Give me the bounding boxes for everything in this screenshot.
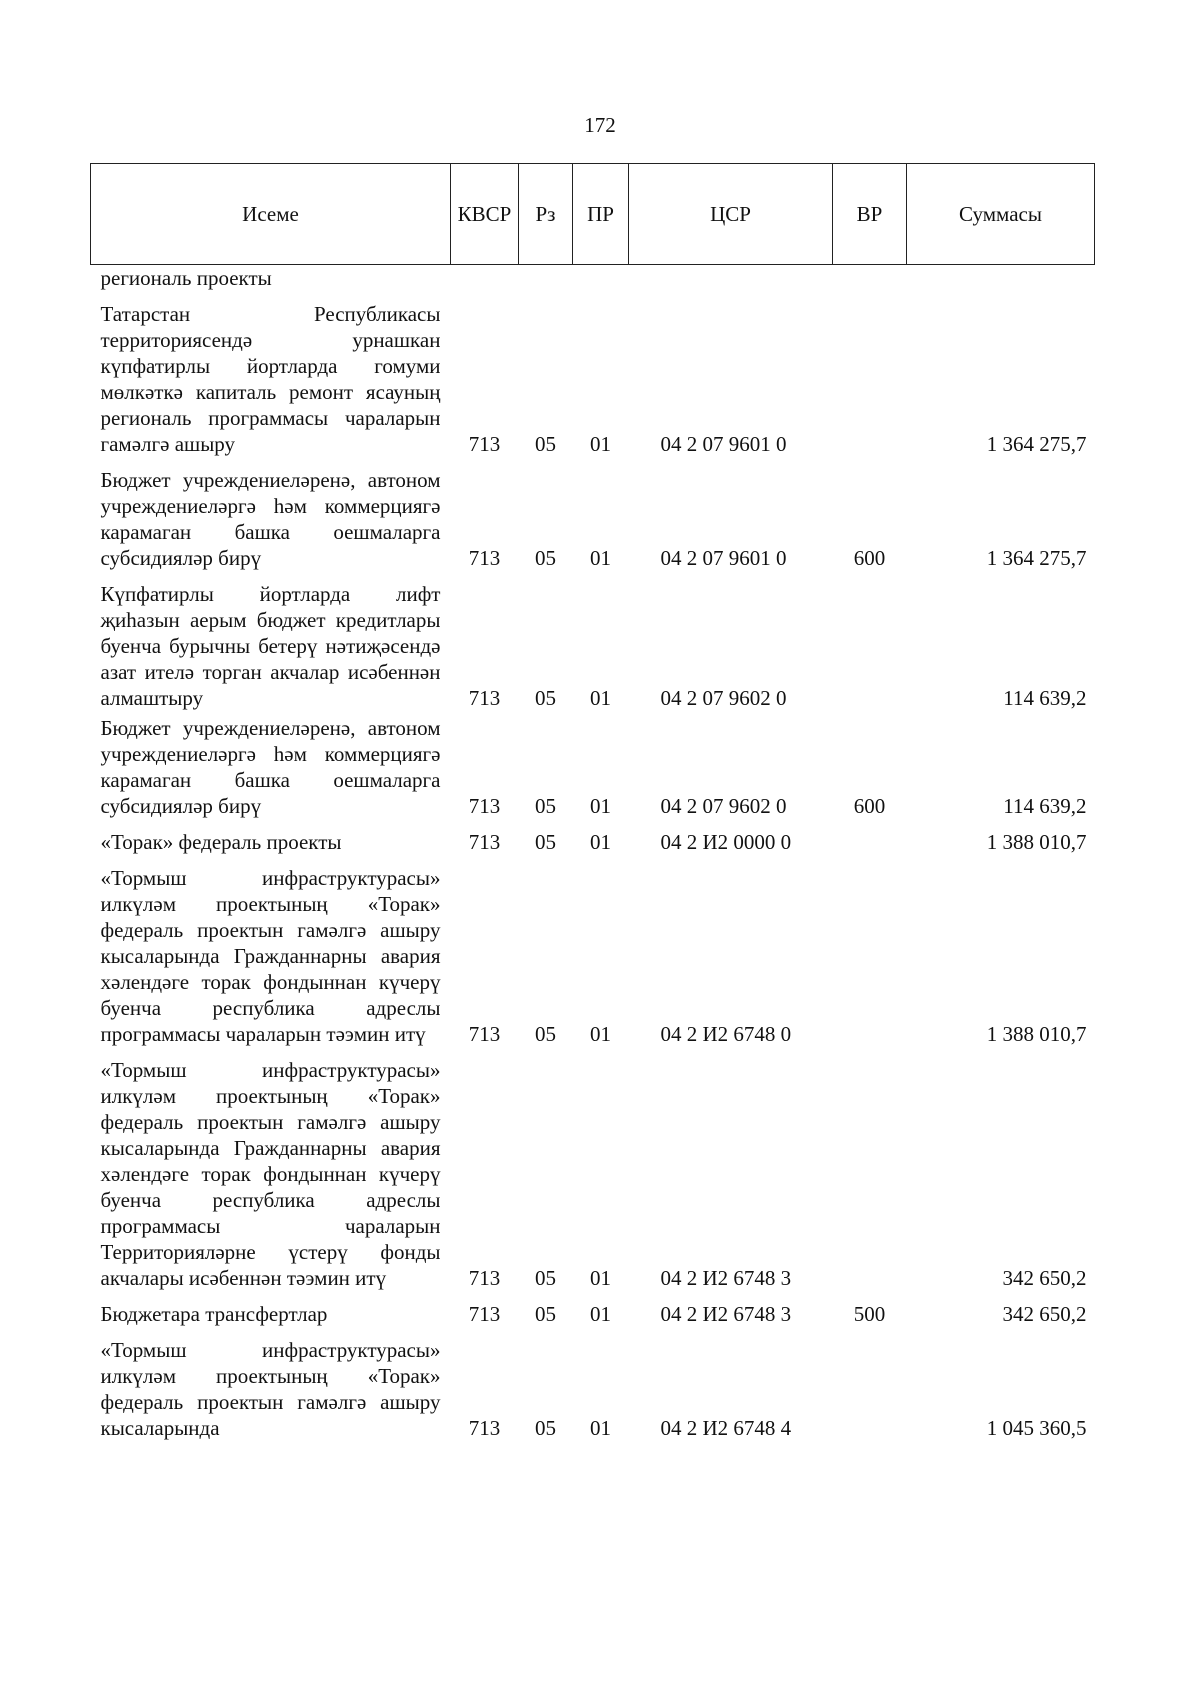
budget-table <box>90 163 1095 1445</box>
row-csr: 04 2 07 9602 0 <box>660 794 787 818</box>
row-csr: 04 2 07 9601 0 <box>660 432 787 456</box>
row-kvsr: 713 <box>468 830 501 854</box>
row-pr: 01 <box>590 1266 611 1290</box>
row-csr <box>629 265 833 296</box>
row-name: Бюджет учреждениеләренә, автоном учреждениеләргә һәм коммерциягә карамаган башка оешмаларга субсидияләр бирү <box>100 468 441 570</box>
row-name: Бюджетара трансфертлар <box>100 1302 328 1326</box>
header-pr: ПР <box>573 164 629 265</box>
row-rz: 05 <box>535 1302 556 1326</box>
table-row <box>91 265 1095 296</box>
table-row <box>91 1051 1095 1295</box>
row-pr <box>573 265 629 296</box>
row-sum: 1 045 360,5 <box>986 1416 1087 1440</box>
header-csr: ЦСР <box>629 164 833 265</box>
table-body <box>91 265 1095 1446</box>
table-row <box>91 575 1095 715</box>
row-name: Күпфатирлы йортларда лифт җиһазын аерым бюджет кредитлары буенча бурычны бетерү нәтиҗәсендә азат ителә торган акчалар исәбеннән алмаштыру <box>100 582 441 710</box>
row-name: «Тормыш инфраструктурасы» илкүләм проектының «Торак» федераль проектын гамәлгә ашыру кысаларында <box>100 1338 441 1440</box>
row-vr <box>833 295 907 461</box>
row-csr: 04 2 И2 6748 3 <box>660 1302 792 1326</box>
row-sum: 342 650,2 <box>1002 1302 1087 1326</box>
row-rz: 05 <box>535 1022 556 1046</box>
header-rz: Рз <box>519 164 573 265</box>
row-sum: 342 650,2 <box>1002 1266 1087 1290</box>
row-pr: 01 <box>590 432 611 456</box>
row-sum: 1 364 275,7 <box>986 546 1087 570</box>
row-pr: 01 <box>590 1302 611 1326</box>
row-kvsr: 713 <box>468 1302 501 1326</box>
row-rz: 05 <box>535 1266 556 1290</box>
row-name: Бюджет учреждениеләренә, автоном учреждениеләргә һәм коммерциягә карамаган башка оешмаларга субсидияләр бирү <box>100 716 441 818</box>
row-sum: 1 364 275,7 <box>986 432 1087 456</box>
header-sum: Суммасы <box>907 164 1095 265</box>
row-vr <box>833 823 907 859</box>
row-name: Татарстан Республикасы территориясендә урнашкан күпфатирлы йортларда гомуми мөлкәткә капиталь ремонт ясауның региональ программасы чараларын гамәлгә ашыру <box>100 302 441 456</box>
row-vr <box>833 1331 907 1445</box>
table-row <box>91 1331 1095 1445</box>
row-kvsr: 713 <box>468 432 501 456</box>
row-rz <box>519 265 573 296</box>
row-pr: 01 <box>590 546 611 570</box>
row-kvsr <box>451 265 519 296</box>
row-sum: 114 639,2 <box>1003 686 1087 710</box>
table-row <box>91 295 1095 461</box>
row-csr: 04 2 И2 6748 4 <box>660 1416 792 1440</box>
table-row <box>91 715 1095 823</box>
row-vr: 500 <box>853 1302 886 1326</box>
row-vr <box>833 265 907 296</box>
row-pr: 01 <box>590 794 611 818</box>
page-number: 172 <box>584 113 616 137</box>
row-name: «Тормыш инфраструктурасы» илкүләм проектының «Торак» федераль проектын гамәлгә ашыру кысаларында Гражданнарны авария хәлендәге торак фондыннан күчерү буенча республика адреслы программасы чараларын тәэмин итү <box>100 866 441 1046</box>
header-kvsr: КВСР <box>451 164 519 265</box>
row-sum: 114 639,2 <box>1003 794 1087 818</box>
row-csr: 04 2 07 9601 0 <box>660 546 787 570</box>
row-rz: 05 <box>535 432 556 456</box>
row-kvsr: 713 <box>468 1266 501 1290</box>
row-vr <box>833 575 907 715</box>
row-rz: 05 <box>535 830 556 854</box>
row-pr: 01 <box>590 1416 611 1440</box>
row-vr: 600 <box>853 546 886 570</box>
row-rz: 05 <box>535 1416 556 1440</box>
table-row <box>91 859 1095 1051</box>
row-pr: 01 <box>590 830 611 854</box>
row-csr: 04 2 И2 6748 0 <box>660 1022 792 1046</box>
table-row <box>91 1295 1095 1331</box>
row-vr <box>833 1051 907 1295</box>
header-name: Исеме <box>91 164 451 265</box>
row-kvsr: 713 <box>468 546 501 570</box>
row-kvsr: 713 <box>468 1022 501 1046</box>
table-header <box>91 164 1095 265</box>
row-vr <box>833 859 907 1051</box>
row-sum <box>907 265 1095 296</box>
row-csr: 04 2 07 9602 0 <box>660 686 787 710</box>
row-kvsr: 713 <box>468 686 501 710</box>
row-pr: 01 <box>590 686 611 710</box>
row-vr: 600 <box>853 794 886 818</box>
row-name: региональ проекты <box>100 266 272 290</box>
row-pr: 01 <box>590 1022 611 1046</box>
row-name: «Торак» федераль проекты <box>100 830 342 854</box>
row-rz: 05 <box>535 546 556 570</box>
row-kvsr: 713 <box>468 1416 501 1440</box>
table-row <box>91 461 1095 575</box>
row-kvsr: 713 <box>468 794 501 818</box>
header-vr: ВР <box>833 164 907 265</box>
row-sum: 1 388 010,7 <box>986 830 1087 854</box>
row-rz: 05 <box>535 794 556 818</box>
row-sum: 1 388 010,7 <box>986 1022 1087 1046</box>
table-row <box>91 823 1095 859</box>
row-csr: 04 2 И2 6748 3 <box>660 1266 792 1290</box>
row-csr: 04 2 И2 0000 0 <box>660 830 792 854</box>
row-rz: 05 <box>535 686 556 710</box>
row-name: «Тормыш инфраструктурасы» илкүләм проектының «Торак» федераль проектын гамәлгә ашыру кысаларында Гражданнарны авария хәлендәге торак фондыннан күчерү буенча республика адреслы программасы чараларын Территорияләрне үстерү фонды акчалары исәбеннән тәэмин итү <box>100 1058 441 1290</box>
